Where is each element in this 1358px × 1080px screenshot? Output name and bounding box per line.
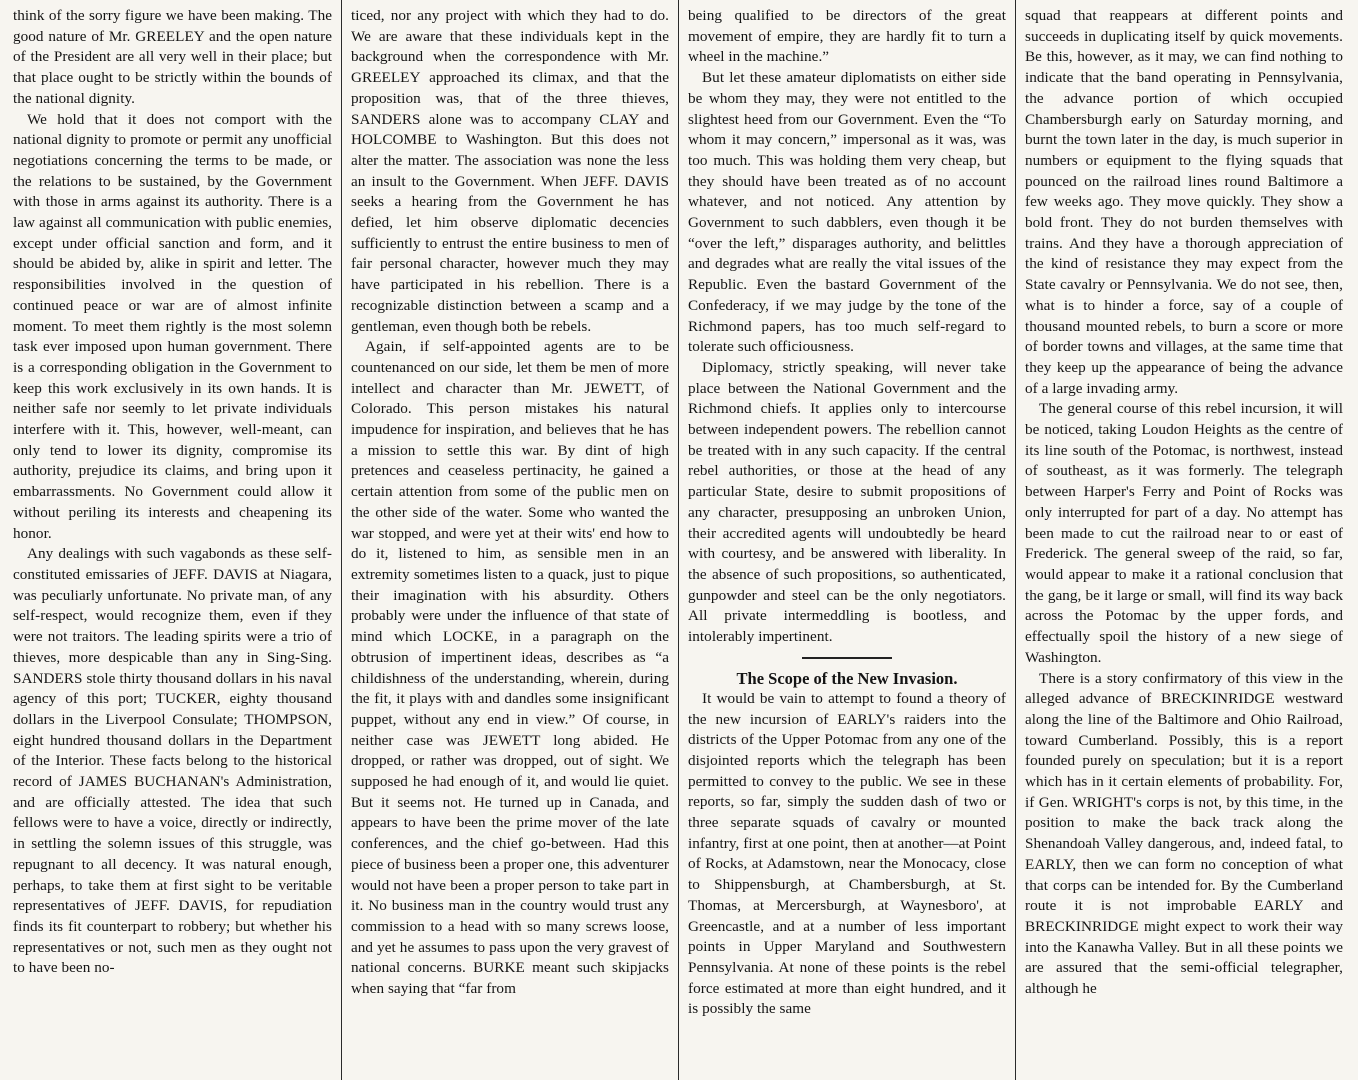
column-3: [678, 0, 1015, 1080]
paragraph: ticed, nor any project with which they had to do. We are aware that these individuals kept in the background when the correspondence with Mr. GREELEY approached its climax, and that the proposition was, that of the three thieves, SANDERS alone was to accompany CLAY and HOLCOMBE to Washington. But this does not alter the matter. The association was none the less an insult to the Government. When JEFF. DAVIS seeks a hearing from the Government he has defied, let him observe diplomatic decencies sufficiently to entrust the entire business to men of fair personal character, however much they may have participated in his rebellion. There is a recognizable distinction between a scamp and a gentleman, even though both be rebels.: [351, 7, 669, 335]
section-divider: [802, 657, 892, 659]
paragraph: think of the sorry figure we have been making. The good nature of Mr. GREELEY and the open nature of the President are all very well in their place; but that place ought to be strictly within the bounds of the national dignity.: [13, 7, 332, 107]
paragraph: The general course of this rebel incursion, it will be noticed, taking Loudon Heights as the centre of its line south of the Potomac, is northwest, instead of southeast, as it was formerly. The telegraph between Harper's Ferry and Point of Rocks was only interrupted for part of a day. No attempt has been made to cut the railroad near to or east of Frederick. The general sweep of the raid, so far, would appear to make it a rational conclusion that the gang, be it large or small, will find its way back across the Potomac by the upper fords, and effectually spoil the history of a new siege of Washington.: [1025, 400, 1343, 666]
column-2: [341, 0, 678, 1080]
paragraph: being qualified to be directors of the great movement of empire, they are hardly fit to turn a wheel in the machine.”: [688, 7, 1006, 66]
paragraph: But let these amateur diplomatists on either side be whom they may, they were not entitled to the slightest heed from our Government. Even the “To whom it may concern,” impersonal as it was, was too much. This was holding them very cheap, but they should have been treated as of no account whatever, and not noticed. Any attention by Government to such dabblers, even though it be “over the left,” disparages authority, and belittles and degrades what are really the vital issues of the Republic. Even the bastard Government of the Confederacy, if we may judge by the tone of the Richmond papers, has too much self-regard to tolerate such officiousness.: [688, 69, 1006, 356]
paragraph: There is a story confirmatory of this view in the alleged advance of BRECKINRIDGE westward along the line of the Baltimore and Ohio Railroad, toward Cumberland. Possibly, this is a report founded purely on speculation; but it is a report which has in it certain elements of probability. For, if Gen. WRIGHT's corps is not, by this time, in the position to make the back track along the Shenandoah Valley dangerous, and, indeed fatal, to EARLY, then we can form no conception of what that corps can be intended for. By the Cumberland route it is not improbable EARLY and BRECKINRIDGE might expect to work their way into the Kanawha Valley. But in all these points we are assured that the semi-official telegrapher, although he: [1025, 669, 1343, 998]
column-1: [4, 0, 341, 1080]
column-4: [1015, 0, 1352, 1080]
paragraph: Again, if self-appointed agents are to be countenanced on our side, let them be men of more intellect and character than Mr. JEWETT, of Colorado. This person mistakes his natural impudence for inspiration, and believes that he has a mission to settle this war. By dint of high pretences and ceaseless pertinacity, he gained a certain attention from some of the public men on the other side of the water. Some who wanted the war stopped, and were yet at their wits' end how to do it, listened to him, as sensible men in an extremity sometimes listen to a quack, just to pique their imagination with his absurdity. Others probably were under the influence of that state of mind which LOCKE, in a paragraph on the obtrusion of impertinent ideas, describes as “a childishness of the understanding, wherein, during the fit, it plays with and dandles some insignificant puppet, without any end in view.” Of course, in neither case was JEWETT long abided. He dropped, or rather was dropped, out of sight. We supposed he had enough of it, and would lie quiet. But it seems not. He turned up in Canada, and appears to have been the prime mover of the late conferences, and the chief go-between. Had this piece of business been a proper one, this adventurer would not have been a proper person to take part in it. No business man in the country would trust any commission to a head with so many screws loose, and yet he assumes to pass upon the very gravest of national concerns. BURKE meant such skipjacks when saying that “far from: [351, 338, 669, 998]
paragraph: Any dealings with such vagabonds as these self-constituted emissaries of JEFF. DAVIS at Niagara, was peculiarly unfortunate. No private man, of any self-respect, would recognize them, even if they were not traitors. The leading spirits were a trio of thieves, more despicable than any in Sing-Sing. SANDERS stole thirty thousand dollars in his naval agency of this port; TUCKER, eighty thousand dollars in the Liverpool Consulate; THOMPSON, eight hundred thousand dollars in the Department of the Interior. These facts belong to the historical record of JAMES BUCHANAN's Administration, and are officially attested. The idea that such fellows were to have a voice, directly or indirectly, in settling the solemn issues of this struggle, was repugnant to all decency. It was natural enough, perhaps, to take them at first sight to be veritable representatives of JEFF. DAVIS, for repudiation finds its fit counterpart to robbery; but whether his representatives or not, such men as they ought not to have been no-: [13, 545, 332, 977]
paragraph: Diplomacy, strictly speaking, will never take place between the National Government and the Richmond chiefs. It applies only to intercourse between independent powers. The rebellion cannot be treated with in any such capacity. If the central rebel authorities, or those at the head of any particular State, desire to submit propositions of any character, presupposing an unbroken Union, their accredited agents will undoubtedly be heard with courtesy, and be answered with liberality. In the absence of such propositions, so authenticated, gunpowder and steel can be the only negotiators. All private intermeddling is bootless, and intolerably impertinent.: [688, 358, 1006, 646]
paragraph: It would be vain to attempt to found a theory of the new incursion of EARLY's raiders into the districts of the Upper Potomac from any one of the disjointed reports which the telegraph has been permitted to convey to the public. We see in these reports, so far, simply the sudden dash of two or three separate squads of cavalry or mounted infantry, first at one point, then at another—at Point of Rocks, at Adamstown, near the Monocacy, close to Shippensburgh, at Chambersburgh, at St. Thomas, at Mercersburgh, at Waynesboro', at Greencastle, and at a number of less important points in Upper Maryland and Southwestern Pennsylvania. At none of these points is the rebel force estimated at more than eight hundred, and it is possibly the same: [688, 689, 1006, 1018]
paragraph: squad that reappears at different points and succeeds in duplicating itself by quick movements. Be this, however, as it may, we can find nothing to indicate that the band operating in Pennsylvania, the advance portion of which occupied Chambersburgh early on Saturday morning, and burnt the town later in the day, is much superior in numbers or equipment to the flying squads that pounced on the railroad lines round Baltimore a few weeks ago. They move quickly. They show a bold front. They do not burden themselves with trains. And they have a thorough appreciation of the kind of resistance they may expect from the State cavalry or Pennsylvania. We do not see, then, what is to hinder a force, say of a couple of thousand mounted rebels, to burn a score or more of border towns and villages, at the same time that they keep up the appearance of being the advance of a large invading army.: [1025, 7, 1343, 397]
article-headline: The Scope of the New Invasion.: [736, 668, 958, 688]
paragraph: We hold that it does not comport with the national dignity to promote or permit any unofficial negotiations concerning the terms to be made, or the relations to be sustained, by the Government with those in arms against its authority. There is a law against all communication with public enemies, except under official sanction and form, and it should be abided by, alike in spirit and letter. The responsibilities involved in the question of continued peace or war are of almost infinite moment. To meet them rightly is the most solemn task ever imposed upon human government. There is a corresponding obligation in the Government to keep this work exclusively in its own hands. It is neither safe nor seemly to let private individuals interfere with it. This, however, well-meant, can only tend to lower its dignity, compromise its authority, prejudice its claims, and bring upon it embarrassments. No Government could allow it without periling its interests and cheapening its honor.: [13, 110, 332, 542]
